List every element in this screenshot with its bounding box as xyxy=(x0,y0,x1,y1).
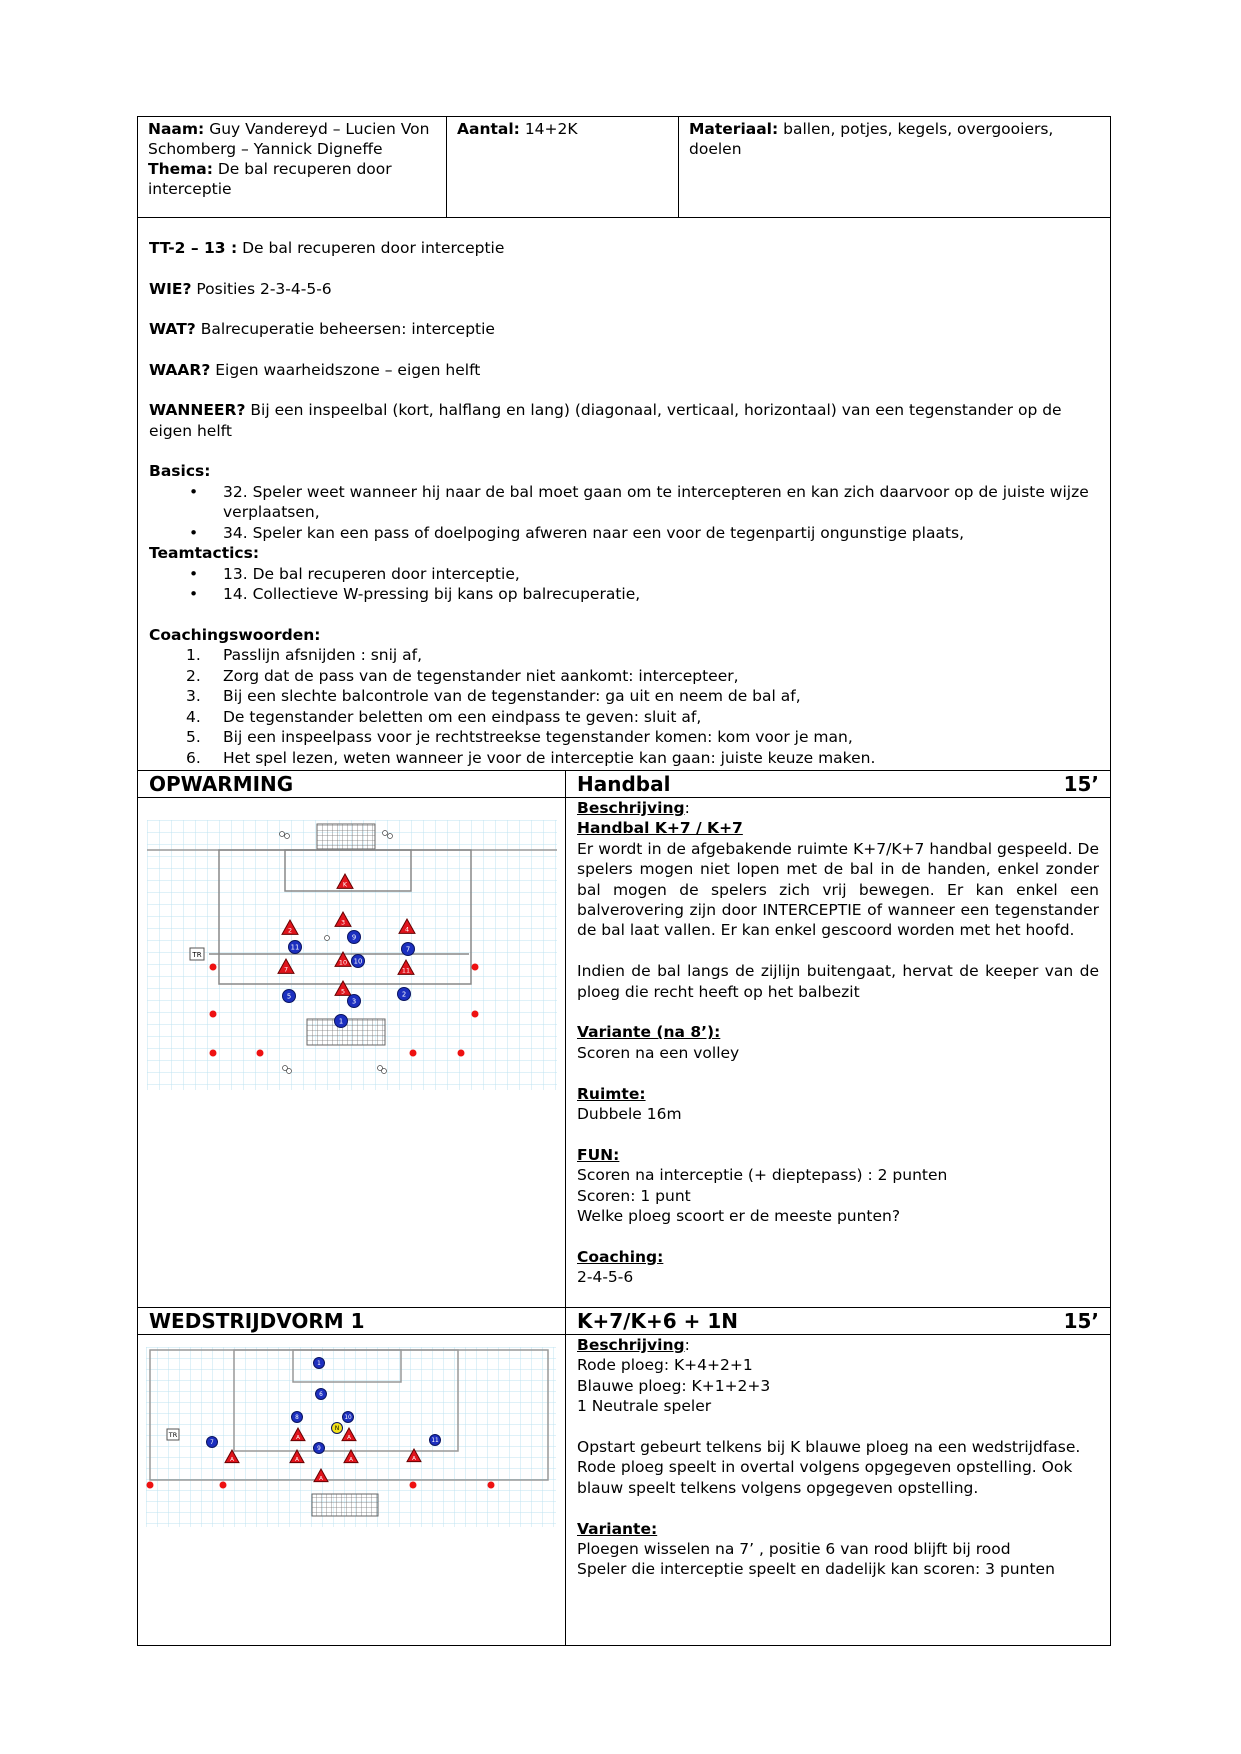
svg-text:7: 7 xyxy=(283,965,289,974)
blue-player-icon xyxy=(314,1358,325,1369)
blue-player-icon xyxy=(283,990,296,1003)
wedstrijdvorm-title: WEDSTRIJDVORM 1 xyxy=(149,1309,365,1333)
cone-icon xyxy=(472,1011,479,1018)
blue-player-icon xyxy=(402,943,415,956)
wedstrijdvorm-pitch-diagram xyxy=(146,1347,556,1527)
list-item: 1. Passlijn afsnijden : snij af, xyxy=(186,646,423,664)
wedstrijdvorm-description: Beschrijving: Rode ploeg: K+4+2+1 Blauwe ploeg: K+1+2+3 1 Neutrale speler Opstart gebeurt telkens bij K blauwe ploeg na een wedstrijdfase. Rode ploeg speelt in overtal volgens opgegeven opstelling. Ook blauw speelt telkens volgens opgegeven opstelling. Variante: Ploegen wisselen na 7’ , positie 6 van rood blijft bij rood Speler die interceptie speelt en dadelijk kan scoren: 3 punten xyxy=(566,1335,1110,1645)
blue-player-icon xyxy=(430,1435,441,1446)
cone-icon xyxy=(210,1050,217,1057)
blue-player-icon xyxy=(314,1443,325,1454)
svg-text:8: 8 xyxy=(295,1415,299,1422)
fun-line: Scoren na interceptie (+ dieptepass) : 2 punten xyxy=(577,1166,948,1185)
basics-label: Basics: xyxy=(149,462,211,480)
blue-player-icon xyxy=(348,995,361,1008)
naam-value: Guy Vandereyd – Lucien Von Schomberg – Yannick Digneffe xyxy=(148,120,430,158)
list-item: 2. Zorg dat de pass van de tegenstander niet aankomt: intercepteer, xyxy=(186,666,739,685)
cone-icon xyxy=(488,1482,495,1489)
blue-player-icon xyxy=(335,1015,348,1028)
opstart-text: Opstart gebeurt telkens bij K blauwe ploeg na een wedstrijdfase. Rode ploeg speelt in overtal volgens opgegeven opstelling. Ook blauw speelt telkens volgens opgegeven opstelling. xyxy=(577,1438,1081,1497)
blue-player-icon xyxy=(289,941,302,954)
opwarming-duration: 15’ xyxy=(1063,772,1099,796)
ball-icon xyxy=(287,1069,292,1074)
blue-player-icon xyxy=(348,931,361,944)
svg-text:5: 5 xyxy=(340,987,346,996)
wanneer-label: WANNEER? xyxy=(149,401,246,419)
cone-icon xyxy=(220,1482,227,1489)
opwarming-description: Beschrijving: Handbal K+7 / K+7 Er wordt in de afgebakende ruimte K+7/K+7 handbal gespeeld. De spelers mogen niet lopen met de bal in de handen, enkel zonder bal mogen de spelers zich vrij bewegen. Er kan enkel een balverovering zijn door INTERCEPTIE of wanneer een tegenstander de bal laat vallen. Er kan enkel gescoord worden met het hoofd. Indien de bal langs de zijlijn buitengaat, hervat de keeper van de ploeg die recht heeft op het balbezit Variante (na 8’): Scoren na een volley Ruimte: Dubbele 16m FUN: Scoren na interceptie (+ dieptepass) : 2 punten Scoren: 1 punt Welke ploeg scoort er de meeste punten? Coaching: 2-4-5-6 xyxy=(577,799,1099,1287)
materiaal-value: ballen, potjes, kegels, overgooiers, doelen xyxy=(689,120,1054,158)
svg-text:7: 7 xyxy=(210,1440,214,1447)
svg-text:2: 2 xyxy=(287,926,293,935)
variante-line: Speler die interceptie speelt en dadelijk kan scoren: 3 punten xyxy=(577,1560,1055,1579)
wie-label: WIE? xyxy=(149,279,192,298)
opwarming-exercise: Handbal xyxy=(577,772,671,796)
svg-text:1: 1 xyxy=(317,1361,321,1368)
ball-icon xyxy=(382,1069,387,1074)
opwarming-header-row xyxy=(137,771,1111,798)
svg-text:A: A xyxy=(230,1456,234,1463)
beschrijving-label: Beschrijving xyxy=(577,1336,685,1354)
header-cell-naam xyxy=(138,117,447,217)
opwarming-diagram-cell xyxy=(138,798,566,1307)
svg-text:K: K xyxy=(342,880,348,889)
teamtactics-list xyxy=(149,564,1099,605)
variante-label: Variante: xyxy=(577,1519,658,1538)
svg-text:N: N xyxy=(334,1426,340,1433)
cone-icon xyxy=(210,1011,217,1018)
cone-icon xyxy=(147,1482,154,1489)
cone-icon xyxy=(257,1050,264,1057)
variante-label: Variante (na 8’): xyxy=(577,1023,721,1042)
bullet-icon: • xyxy=(189,564,199,583)
fun-label: FUN: xyxy=(577,1145,620,1164)
ruimte-label: Ruimte: xyxy=(577,1084,646,1103)
svg-text:7: 7 xyxy=(405,945,411,954)
blue-player-icon xyxy=(343,1412,354,1423)
coaching-sub-text: 2-4-5-6 xyxy=(577,1268,634,1287)
aantal-value: 14+2K xyxy=(524,120,578,138)
opwarming-body-row xyxy=(137,798,1111,1308)
cone-icon xyxy=(410,1050,417,1057)
svg-text:11: 11 xyxy=(431,1438,439,1445)
coaching-list xyxy=(149,645,1099,768)
variante-line: Ploegen wisselen na 7’ , positie 6 van rood blijft bij rood xyxy=(577,1540,1011,1559)
waar-label: WAAR? xyxy=(149,360,211,379)
neutral-player-icon xyxy=(332,1423,343,1434)
svg-text:1: 1 xyxy=(338,1017,344,1026)
document-page xyxy=(137,116,1111,1646)
blue-player-icon xyxy=(398,988,411,1001)
opwarming-pitch-diagram xyxy=(147,820,557,1090)
list-item: 5. Bij een inspeelpass voor je rechtstreekse tegenstander komen: kom voor je man, xyxy=(186,728,853,746)
bullet-icon: • xyxy=(189,523,199,542)
coaching-sub-label: Coaching: xyxy=(577,1247,664,1266)
cone-icon xyxy=(210,964,217,971)
svg-text:A: A xyxy=(412,1455,416,1462)
svg-text:4: 4 xyxy=(404,925,410,934)
top-goal xyxy=(317,824,375,849)
ball-icon xyxy=(388,834,393,839)
fun-line: Scoren: 1 punt xyxy=(577,1186,691,1205)
svg-text:A: A xyxy=(295,1456,299,1463)
tt-label: TT-2 – 13 : xyxy=(149,239,238,257)
svg-text:10: 10 xyxy=(353,957,363,966)
team-line: Rode ploeg: K+4+2+1 xyxy=(577,1356,753,1375)
ball-icon xyxy=(325,936,330,941)
cone-icon xyxy=(472,964,479,971)
svg-text:A: A xyxy=(349,1456,353,1463)
handbal-text-2: Indien de bal langs de zijlijn buitengaat, hervat de keeper van de ploeg die recht heeft op het balbezit xyxy=(577,962,1099,1001)
wedstrijdvorm-body-row xyxy=(137,1335,1111,1646)
list-item: 4. De tegenstander beletten om een eindpass te geven: sluit af, xyxy=(186,707,702,726)
svg-text:5: 5 xyxy=(286,992,292,1001)
svg-text:3: 3 xyxy=(340,918,346,927)
team-line: 1 Neutrale speler xyxy=(577,1397,712,1416)
blue-player-icon xyxy=(207,1437,218,1448)
ball-icon xyxy=(280,832,285,837)
list-item: 6. Het spel lezen, weten wanneer je voor de interceptie kan gaan: juiste keuze maken. xyxy=(186,748,876,767)
list-item: • 32. Speler weet wanneer hij naar de bal moet gaan om te intercepteren en kan zich daarvoor op de juiste wijze verplaatsen, xyxy=(189,482,1089,521)
list-item: • 14. Collectieve W-pressing bij kans op balrecuperatie, xyxy=(189,585,641,603)
naam-label: Naam: xyxy=(148,120,205,138)
wie-value: Posities 2-3-4-5-6 xyxy=(196,279,332,298)
ball-icon xyxy=(383,831,388,836)
beschrijving-label: Beschrijving xyxy=(577,799,685,817)
wedstrijdvorm-duration: 15’ xyxy=(1063,1309,1099,1333)
list-item: 3. Bij een slechte balcontrole van de tegenstander: ga uit en neem de bal af, xyxy=(186,687,801,705)
list-item: • 34. Speler kan een pass of doelpoging afweren naar een voor de tegenpartij ongunstige plaats, xyxy=(189,523,965,542)
cone-icon xyxy=(410,1482,417,1489)
svg-text:A: A xyxy=(347,1434,351,1441)
ball-icon xyxy=(285,834,290,839)
handbal-text: Er wordt in de afgebakende ruimte K+7/K+7 handbal gespeeld. De spelers mogen niet lopen met de bal in de handen, enkel zonder bal mogen de spelers zich vrij bewegen. Er kan enkel een balverovering zijn door INTERCEPTIE of wanneer een tegenstander de bal laat vallen. Er kan enkel gescoord worden met het hoofd. xyxy=(577,839,1099,940)
wedstrijdvorm-header-row xyxy=(137,1308,1111,1335)
handbal-subtitle: Handbal K+7 / K+7 xyxy=(577,819,743,838)
bullet-icon: • xyxy=(189,482,199,501)
trainer-label: TR xyxy=(192,951,202,959)
svg-text:9: 9 xyxy=(317,1446,321,1453)
variante-text: Scoren na een volley xyxy=(577,1043,740,1062)
blue-player-icon xyxy=(292,1412,303,1423)
list-item: • 13. De bal recuperen door interceptie, xyxy=(189,564,520,583)
svg-text:11: 11 xyxy=(290,943,300,952)
blue-player-icon xyxy=(316,1389,327,1400)
svg-text:10: 10 xyxy=(344,1415,352,1422)
svg-text:10: 10 xyxy=(338,958,348,967)
blue-player-icon xyxy=(352,955,365,968)
goal xyxy=(312,1494,378,1516)
ruimte-text: Dubbele 16m xyxy=(577,1105,682,1124)
tt-value: De bal recuperen door interceptie xyxy=(242,239,505,257)
svg-text:6: 6 xyxy=(319,1392,323,1399)
pitch-grid xyxy=(147,820,557,1090)
bullet-icon: • xyxy=(189,585,199,603)
thema-label: Thema: xyxy=(148,160,213,178)
fun-line: Welke ploeg scoort er de meeste punten? xyxy=(577,1207,901,1226)
basics-list xyxy=(149,482,1099,544)
wedstrijdvorm-exercise: K+7/K+6 + 1N xyxy=(577,1309,738,1333)
svg-text:A: A xyxy=(296,1434,300,1441)
svg-text:3: 3 xyxy=(351,997,357,1006)
header-cell-materiaal xyxy=(679,117,1110,217)
wanneer-value: Bij een inspeelbal (kort, halflang en lang) (diagonaal, verticaal, horizontaal) van een tegenstander op de eigen helft xyxy=(149,401,1062,440)
coaching-label: Coachingswoorden: xyxy=(149,625,321,644)
wat-label: WAT? xyxy=(149,320,196,338)
svg-text:2: 2 xyxy=(401,990,407,999)
team-line: Blauwe ploeg: K+1+2+3 xyxy=(577,1376,771,1395)
svg-text:9: 9 xyxy=(351,933,357,942)
wat-value: Balrecuperatie beheersen: interceptie xyxy=(200,320,495,338)
trainer-label: TR xyxy=(168,1431,178,1439)
teamtactics-label: Teamtactics: xyxy=(149,544,260,562)
intro-block xyxy=(137,218,1111,771)
aantal-label: Aantal: xyxy=(457,120,520,138)
cone-icon xyxy=(458,1050,465,1057)
wedstrijdvorm-diagram-cell xyxy=(138,1335,566,1645)
thema-value: De bal recuperen door interceptie xyxy=(148,160,392,198)
svg-text:11: 11 xyxy=(401,966,411,975)
waar-value: Eigen waarheidszone – eigen helft xyxy=(215,360,481,379)
opwarming-title: OPWARMING xyxy=(149,772,294,796)
header-table xyxy=(137,116,1111,218)
header-cell-aantal xyxy=(447,117,679,217)
materiaal-label: Materiaal: xyxy=(689,120,779,138)
svg-text:A: A xyxy=(319,1475,323,1482)
